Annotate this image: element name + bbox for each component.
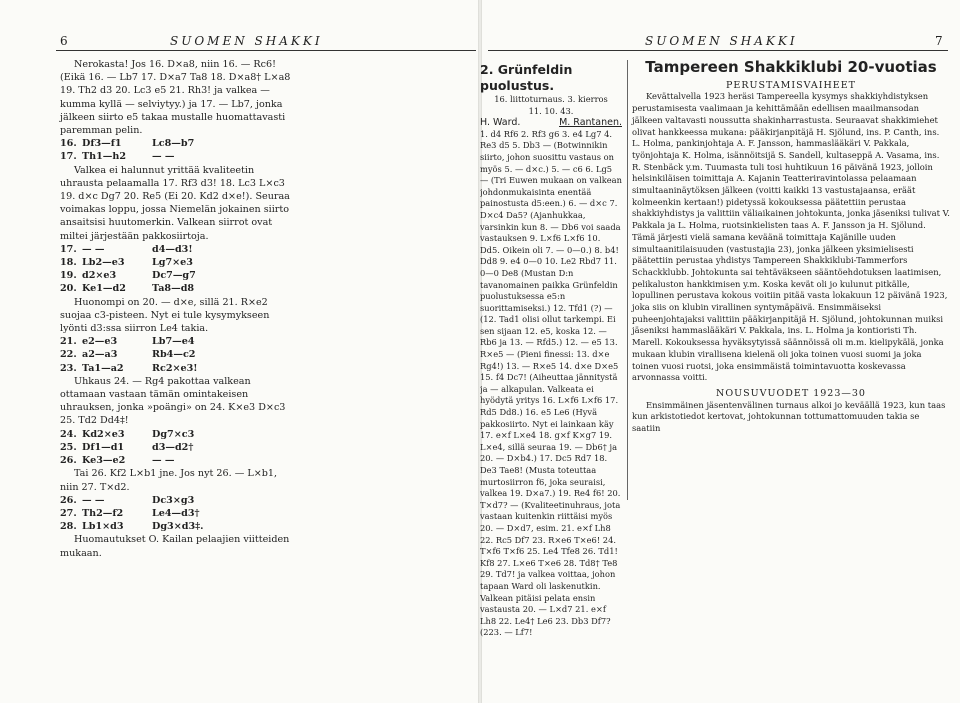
move-row <box>60 428 295 441</box>
black-move: — — <box>152 151 175 163</box>
move-row <box>60 348 295 361</box>
move-list <box>60 137 295 163</box>
game-event: 16. liittoturnaus. 3. kierros <box>494 94 608 104</box>
move-row <box>60 507 295 520</box>
black-move: Lb7—e4 <box>152 336 195 348</box>
move-number: 17. <box>60 151 77 163</box>
white-move: Ta1—a2 <box>82 362 124 374</box>
right-page <box>480 0 960 703</box>
running-title: SUOMEN SHAKKI <box>645 34 798 48</box>
section-heading: PERUSTAMISVAIHEET <box>726 79 856 91</box>
article-column <box>632 58 950 435</box>
black-move: d3—d2† <box>152 441 194 453</box>
move-number: 19. <box>60 270 77 282</box>
running-head <box>480 34 960 54</box>
white-player: H. Ward. <box>480 117 521 129</box>
move-list <box>60 335 295 375</box>
move-row <box>60 256 295 269</box>
move-number: 21. <box>60 336 77 348</box>
move-row <box>60 441 295 454</box>
move-row <box>60 243 295 256</box>
article-paragraph: Kevättalvella 1923 heräsi Tampereella kysymys shakkiyhdistyksen perustamisesta vaalimaan ja kehittämään edellisen maailmansodan jälkeen valtavasti noussutta shakinharrastusta. Seuraavat shakkimiehet olivat hankkeessa mukana: pääkirjanpitäjä H. Sjölund, ins. P. Canth, ins. L. Holma, pankinjohtaja A. F. Jansson, hammaslääkäri V. Pakkala, työnjohtaja K. Holma, isännöitsijä S. Sandell, kultaseppä A. Vasama, ins. R. Stenbäck y.m. Tuumasta tuli tosi huhtikuun 16 päivänä 1923, jolloin helsinkiläisen toimittaja A. Kajanin Teatteriravintolassa pelaamaan simultaaninäytöksen jälkeen (voitti kaikki 13 vastustajaansa, eräät kolmeenkin kertaan!) pidetyssä kokouksessa päätettiin perustaa shakkiyhdistys ja valittiin väliaikainen johtokunta, jonka jäseniksi tulivat V. Pakkala ja L. Holma, ruotsinkielisten taas A. F. Jansson ja H. Sjölund. Tämä järjesti vielä samana keväänä toimittaja Kajänille uuden simultaanitilaisuuden (vastustajia 23), jonka jälkeen yksimielisesti päätettiin perustaa yhdistys Tampereen Shakkiklubi-Tammerfors Schackklubb. Johtokunta sai tehtäväkseen sääntöehdotuksen laatimisen, pelikaluston hankkimisen y.m. Koska kevät oli jo kulunut pitkälle, lopullinen perustava kokous voitiin pitää vasta lokakuun 12 päivänä 1923, joka siis on klubin virallinen syntymäpäivä. Ensimmäiseksi puheenjohtajaksi valittiin pääkirjanpitäjä H. Sjölund, johtokunnan muiksi jäseniksi hammaslääkäri V. Pakkala, ins. L. Holma ja kontioristi Th. Marell. Kokouksessa hyväksytyissä säännöissä oli m.m. kielipykälä, jonka mukaan klubin virallisena kielenä oli joka toinen vuosi suomi ja joka toinen vuosi ruotsi, joka ensimmäistä toimintavuotta koskevassa arvonnassa voitti. <box>632 91 950 383</box>
game-column <box>480 62 622 639</box>
move-row <box>60 137 295 150</box>
black-move: Rc2×e3! <box>152 362 198 374</box>
white-move: Df1—d1 <box>82 441 125 453</box>
annotation-paragraph: Valkea ei halunnut yrittää kvaliteetin uhrausta pelaamalla 17. Rf3 d3! 18. Lc3 L×c3 19. d×c Dg7 20. Re5 (Ei 20. Kd2 d×e!). Seuraa voimakas loppu, jossa Niemelän jokainen siirto ansaitsisi huutomerkin. Valkean siirrot ovat miltei järjestään pakkosiirtoja. <box>60 164 290 242</box>
move-number: 18. <box>60 257 77 269</box>
move-number: 22. <box>60 349 77 361</box>
black-player: M. Rantanen. <box>559 117 622 129</box>
game-moves: 1. d4 Rf6 2. Rf3 g6 3. e4 Lg7 4. Re3 d5 5. Db3 — (Botwinnikin siirto, johon suosittu vastaus on myös 5. — d×c.) 5. — c6 6. Lg5 — (Tri Euwen mukaan on valkean johdonmukaisinta enentää painostusta d5:een.) 6. — d×c 7. D×c4 Da5? (Ajanhukkaa, varsinkin kun 8. — Db6 voi saada vastauksen 9. L×f6 L×f6 10. Dd5. Oikein oli 7. — 0—0.) 8. b4! Dd8 9. e4 0—0 10. Le2 Rbd7 11. 0—0 De8 (Mustan D:n tavanomainen paikka Grünfeldin puolustuksessa e5:n suorittamiseksi.) 12. Tfd1 (?) — (12. Tad1 olisi ollut tarkempi. Ei sen sijaan 12. e5, koska 12. — Rb6 ja 13. — Rfd5.) 12. — e5 13. R×e5 — (Pieni finessi: 13. d×e Rg4!) 13. — R×e5 14. d×e D×e5 15. f4 Dc7! (Aiheuttaa jännitystä ja — alkapulan. Valkeata ei hyödytä yritys 16. L×f6 L×f6 17. Rd5 Dd8.) 16. e5 Le6 (Hyvä pakkosiirto. Nyt ei lainkaan käy 17. e×f L×e4 18. g×f K×g7 19. L×e4, sillä seuraa 19. — Db6† ja 20. — D×b4.) 17. Dc5 Rd7 18. De3 Tae8! (Musta toteuttaa murtosiirron f6, joka seuraisi, valkea 19. D×a7.) 19. Re4 f6! 20. T×d7? — (Kvaliteetinuhraus, jota vastaan kuitenkin riittäisi myös 20. — D×d7, esim. 21. e×f Lh8 22. Rc5 Df7 23. R×e6 T×e6! 24. T×f6 T×f6 25. Le4 Tfe8 26. Td1! Kf8 27. L×e6 T×e6 28. Td8† Te8 29. Td7! ja valkea voittaa, johon tapaan Ward oli laskenutkin. Valkean pitäisi pelata ensin vastausta 20. — L×d7 21. e×f Lh8 22. Le4† Le6 23. Db3 Df7? (223. — Lf7! <box>480 128 622 638</box>
annotation-paragraph: Huonompi on 20. — d×e, sillä 21. R×e2 suojaa c3-pisteen. Nyt ei tule kysymykseen lyönti d3:ssa siirron Le4 takia. <box>60 296 270 335</box>
move-number: 24. <box>60 428 77 440</box>
left-column <box>60 58 295 560</box>
white-move: d2×e3 <box>82 270 117 282</box>
black-move: Ta8—d8 <box>152 283 195 295</box>
move-number: 28. <box>60 521 77 533</box>
annotation-paragraph: Nerokasta! Jos 16. D×a8, niin 16. — Rc6! (Eikä 16. — Lb7 17. D×a7 Ta8 18. D×a8† L×a8 19. Th2 d3 20. Lc3 e5 21. Rh3! ja valkea — kumma kyllä — selviytyy.) ja 17. — Lb7, jonka jälkeen siirto e5 takaa mustalle huomattavasti paremman pelin. <box>60 59 291 137</box>
white-move: a2—a3 <box>82 349 118 361</box>
white-move: e2—e3 <box>82 336 118 348</box>
move-number: 27. <box>60 507 77 519</box>
white-move: — — <box>82 243 105 255</box>
running-head <box>0 34 480 54</box>
black-move: Dc7—g7 <box>152 270 196 282</box>
page-number: 7 <box>935 34 943 48</box>
move-number: 20. <box>60 283 77 295</box>
move-list <box>60 428 295 468</box>
black-move: Le4—d3† <box>152 507 200 519</box>
annotation-paragraph: Uhkaus 24. — Rg4 pakottaa valkean ottamaan vastaan tämän omintakeisen uhrauksen, jonka »poängi» on 24. K×e3 D×c3 25. Td2 Dd4‡! <box>60 375 286 427</box>
move-row <box>60 150 295 163</box>
move-row <box>60 282 295 295</box>
column-divider <box>627 60 628 500</box>
white-move: Th1—h2 <box>82 151 127 163</box>
section-heading: NOUSUVUODET 1923—30 <box>716 387 866 399</box>
white-move: Ke1—d2 <box>82 283 126 295</box>
article-title: Tampereen Shakkiklubi 20-vuotias <box>645 58 937 76</box>
move-row <box>60 520 295 533</box>
white-move: Th2—f2 <box>82 507 124 519</box>
move-row <box>60 454 295 467</box>
annotation-paragraph: Tai 26. Kf2 L×b1 jne. Jos nyt 26. — L×b1, niin 27. T×d2. <box>60 468 278 493</box>
move-number: 26. <box>60 455 77 467</box>
black-move: d4—d3! <box>152 243 193 255</box>
white-move: Lb2—e3 <box>82 257 125 269</box>
black-move: Dc3×g3 <box>152 494 195 506</box>
running-title: SUOMEN SHAKKI <box>170 34 323 48</box>
black-move: — — <box>152 455 175 467</box>
move-list <box>60 494 295 534</box>
move-row <box>60 362 295 375</box>
black-move: Dg3×d3‡. <box>152 521 204 533</box>
white-move: Ke3—e2 <box>82 455 126 467</box>
players-line <box>480 117 622 129</box>
move-number: 23. <box>60 362 77 374</box>
game-date: 11. 10. 43. <box>528 105 574 116</box>
black-move: Rb4—c2 <box>152 349 196 361</box>
header-rule <box>488 50 948 51</box>
white-move: Df3—f1 <box>82 138 122 150</box>
article-paragraph: Ensimmäinen jäsentenvälinen turnaus alkoi jo keväällä 1923, kun taas kun arkistotiedot kertovat, johtokunnan tottumattomuuden takia se saatiin <box>632 399 946 434</box>
move-row <box>60 335 295 348</box>
header-rule <box>56 50 476 51</box>
black-move: Lc8—b7 <box>152 138 195 150</box>
move-number: 25. <box>60 441 77 453</box>
move-number: 17. <box>60 243 77 255</box>
white-move: Lb1×d3 <box>82 521 124 533</box>
game-title: 2. Grünfeldin puolustus. <box>480 62 573 93</box>
move-row <box>60 269 295 282</box>
black-move: Dg7×c3 <box>152 428 195 440</box>
source-note: Huomautukset O. Kailan pelaajien viitteiden mukaan. <box>60 534 290 559</box>
move-row <box>60 494 295 507</box>
white-move: — — <box>82 494 105 506</box>
move-list <box>60 243 295 296</box>
white-move: Kd2×e3 <box>82 428 125 440</box>
black-move: Lg7×e3 <box>152 257 193 269</box>
move-number: 26. <box>60 494 77 506</box>
page-number: 6 <box>60 34 68 48</box>
move-number: 16. <box>60 138 77 150</box>
